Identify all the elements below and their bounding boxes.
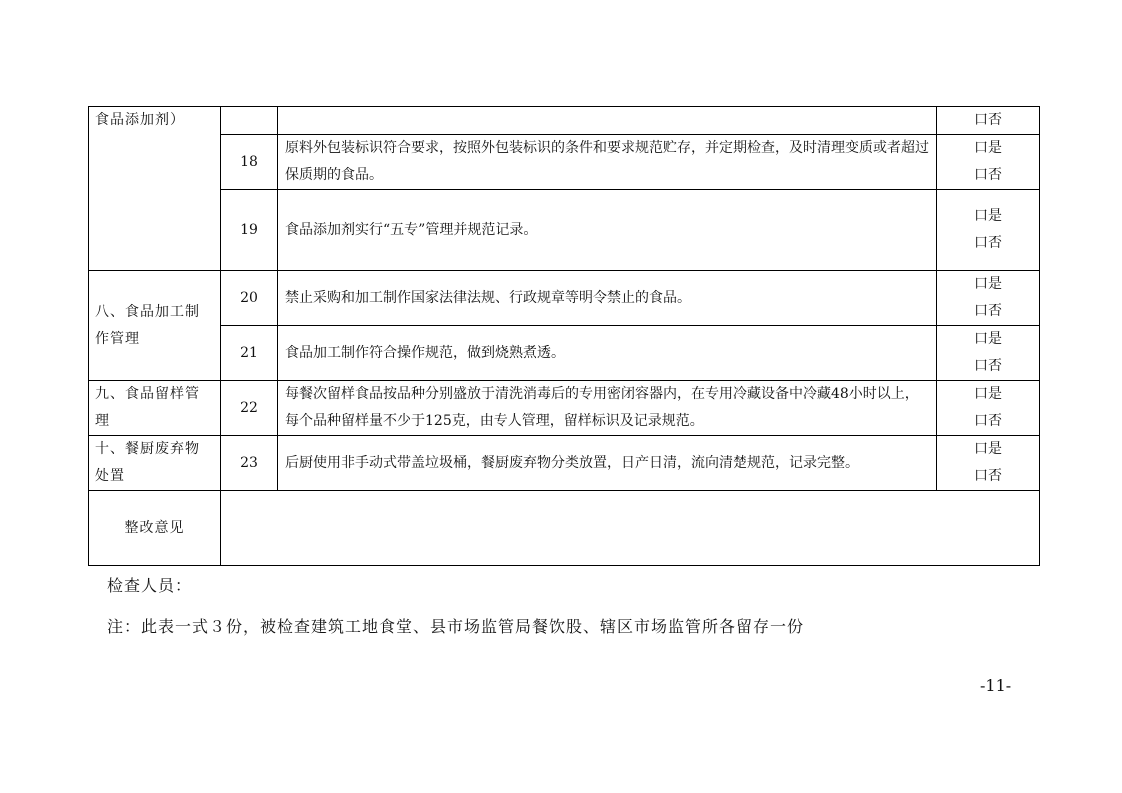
page-number: -11- [980,676,1012,695]
item-content: 每餐次留样食品按品种分别盛放于清洗消毒后的专用密闭容器内，在专用冷藏设备中冷藏48小时以上，每个品种留样量不少于125克，由专人管理，留样标识及记录规范。 [278,381,937,436]
option-yes-checkbox[interactable]: 口是 [974,441,1002,457]
footnote: 注：此表一式３份，被检查建筑工地食堂、县市场监管局餐饮股、辖区市场监管所各留存一份 [107,617,805,636]
category-cell: 九、食品留样管理 [89,381,221,436]
option-no-checkbox[interactable]: 口否 [974,167,1002,183]
category-cell: 八、食品加工制作管理 [89,271,221,381]
options-cell [937,190,1040,271]
category-cell: 食品添加剂） [89,107,221,271]
item-number: 23 [221,436,278,491]
item-content: 后厨使用非手动式带盖垃圾桶，餐厨废弃物分类放置，日产日清，流向清楚规范，记录完整。 [278,436,937,491]
item-number [221,107,278,135]
options-cell [937,271,1040,326]
table-row [89,381,1040,436]
remark-field[interactable] [221,491,1040,566]
table-row [89,135,1040,190]
options-cell [937,436,1040,491]
option-no-checkbox[interactable]: 口否 [974,413,1002,429]
option-no-checkbox[interactable]: 口否 [974,468,1002,484]
options-cell [937,135,1040,190]
option-no-checkbox[interactable]: 口否 [974,358,1002,374]
item-content: 食品添加剂实行“五专”管理并规范记录。 [278,190,937,271]
inspection-table [88,106,1040,566]
item-content [278,107,937,135]
option-yes-checkbox[interactable]: 口是 [974,140,1002,156]
item-content: 食品加工制作符合操作规范，做到烧熟煮透。 [278,326,937,381]
item-content: 原料外包装标识符合要求，按照外包装标识的条件和要求规范贮存，并定期检查，及时清理变质或者超过保质期的食品。 [278,135,937,190]
item-content: 禁止采购和加工制作国家法律法规、行政规章等明令禁止的食品。 [278,271,937,326]
table-row [89,107,1040,135]
item-number: 20 [221,271,278,326]
option-yes-checkbox[interactable]: 口是 [974,386,1002,402]
options-cell [937,107,1040,135]
option-yes-checkbox[interactable]: 口是 [974,276,1002,292]
table-row [89,271,1040,326]
table-row [89,326,1040,381]
remark-label: 整改意见 [89,491,221,566]
remark-row [89,491,1040,566]
category-cell: 十、餐厨废弃物处置 [89,436,221,491]
table-row [89,190,1040,271]
table-row [89,436,1040,491]
options-cell [937,381,1040,436]
item-number: 21 [221,326,278,381]
item-number: 22 [221,381,278,436]
item-number: 18 [221,135,278,190]
option-no-checkbox[interactable]: 口否 [974,112,1002,128]
option-yes-checkbox[interactable]: 口是 [974,331,1002,347]
inspector-label: 检查人员： [107,576,193,595]
option-no-checkbox[interactable]: 口否 [974,235,1002,251]
option-yes-checkbox[interactable]: 口是 [974,208,1002,224]
item-number: 19 [221,190,278,271]
options-cell [937,326,1040,381]
option-no-checkbox[interactable]: 口否 [974,303,1002,319]
